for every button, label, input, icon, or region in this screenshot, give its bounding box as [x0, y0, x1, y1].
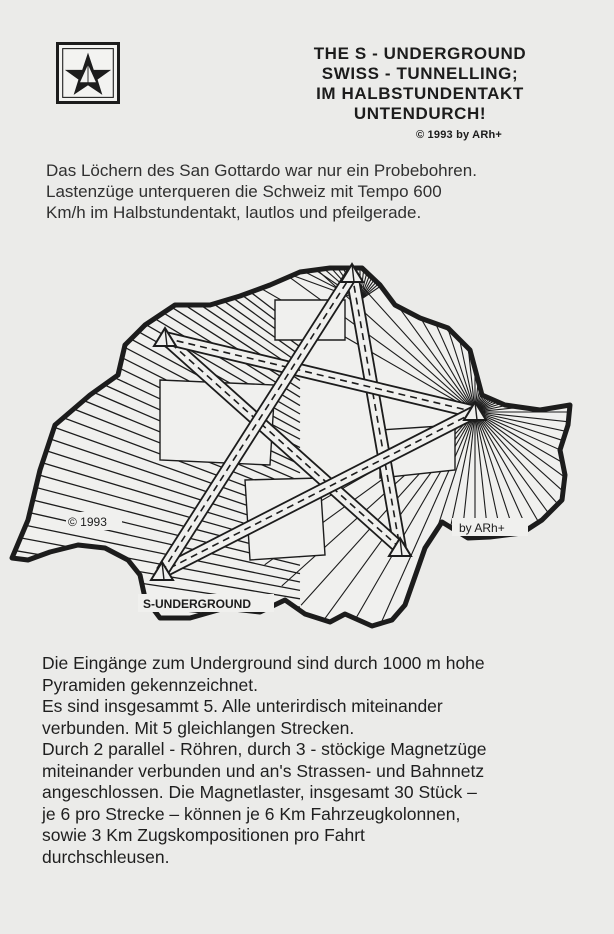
body-line: Die Eingänge zum Underground sind durch 1000 m hohe — [42, 653, 485, 673]
intro-line: Das Löchern des San Gottardo war nur ein Probebohren. — [46, 161, 477, 180]
body-line: je 6 pro Strecke – können je 6 Km Fahrzeugkolonnen, — [42, 803, 461, 824]
copyright-notice: © 1993 by ARh+ — [416, 129, 503, 141]
intro-line: Km/h im Halbstundentakt, lautlos und pfeilgerade. — [46, 203, 422, 222]
body-line: Pyramiden gekennzeichnet. — [42, 674, 258, 695]
intro-line: Lastenzüge unterqueren die Schweiz mit Tempo 600 — [46, 182, 442, 201]
body-line: verbunden. Mit 5 gleichlangen Strecken. — [42, 717, 355, 738]
title-line: THE S - UNDERGROUND — [313, 44, 527, 63]
page-title — [270, 44, 570, 124]
title-line: IM HALBSTUNDENTAKT — [316, 84, 524, 103]
map-name-label: S-UNDERGROUND — [143, 597, 251, 611]
pentagram-pyramid-logo-icon — [56, 42, 120, 104]
title-line: SWISS - TUNNELLING; — [321, 64, 519, 83]
intro-paragraph — [46, 160, 586, 223]
body-paragraph — [42, 653, 587, 868]
switzerland-tunnel-map — [0, 250, 614, 650]
title-line: UNTENDURCH! — [353, 104, 487, 123]
map-author-label: by ARh+ — [459, 521, 505, 535]
body-line: Es sind insgesammt 5. Alle unterirdisch miteinander — [42, 696, 443, 716]
body-line: angeschlossen. Die Magnetlaster, insgesamt 30 Stück – — [42, 782, 477, 802]
body-line: miteinander verbunden und an's Strassen- und Bahnnetz — [42, 760, 485, 781]
map-hatch — [0, 250, 614, 650]
body-line: sowie 3 Km Zugskompositionen pro Fahrt — [42, 825, 365, 845]
body-line: Durch 2 parallel - Röhren, durch 3 - stöckige Magnetzüge — [42, 739, 487, 759]
body-line: durchschleusen. — [42, 846, 170, 867]
map-copyright-label: © 1993 — [68, 515, 107, 529]
